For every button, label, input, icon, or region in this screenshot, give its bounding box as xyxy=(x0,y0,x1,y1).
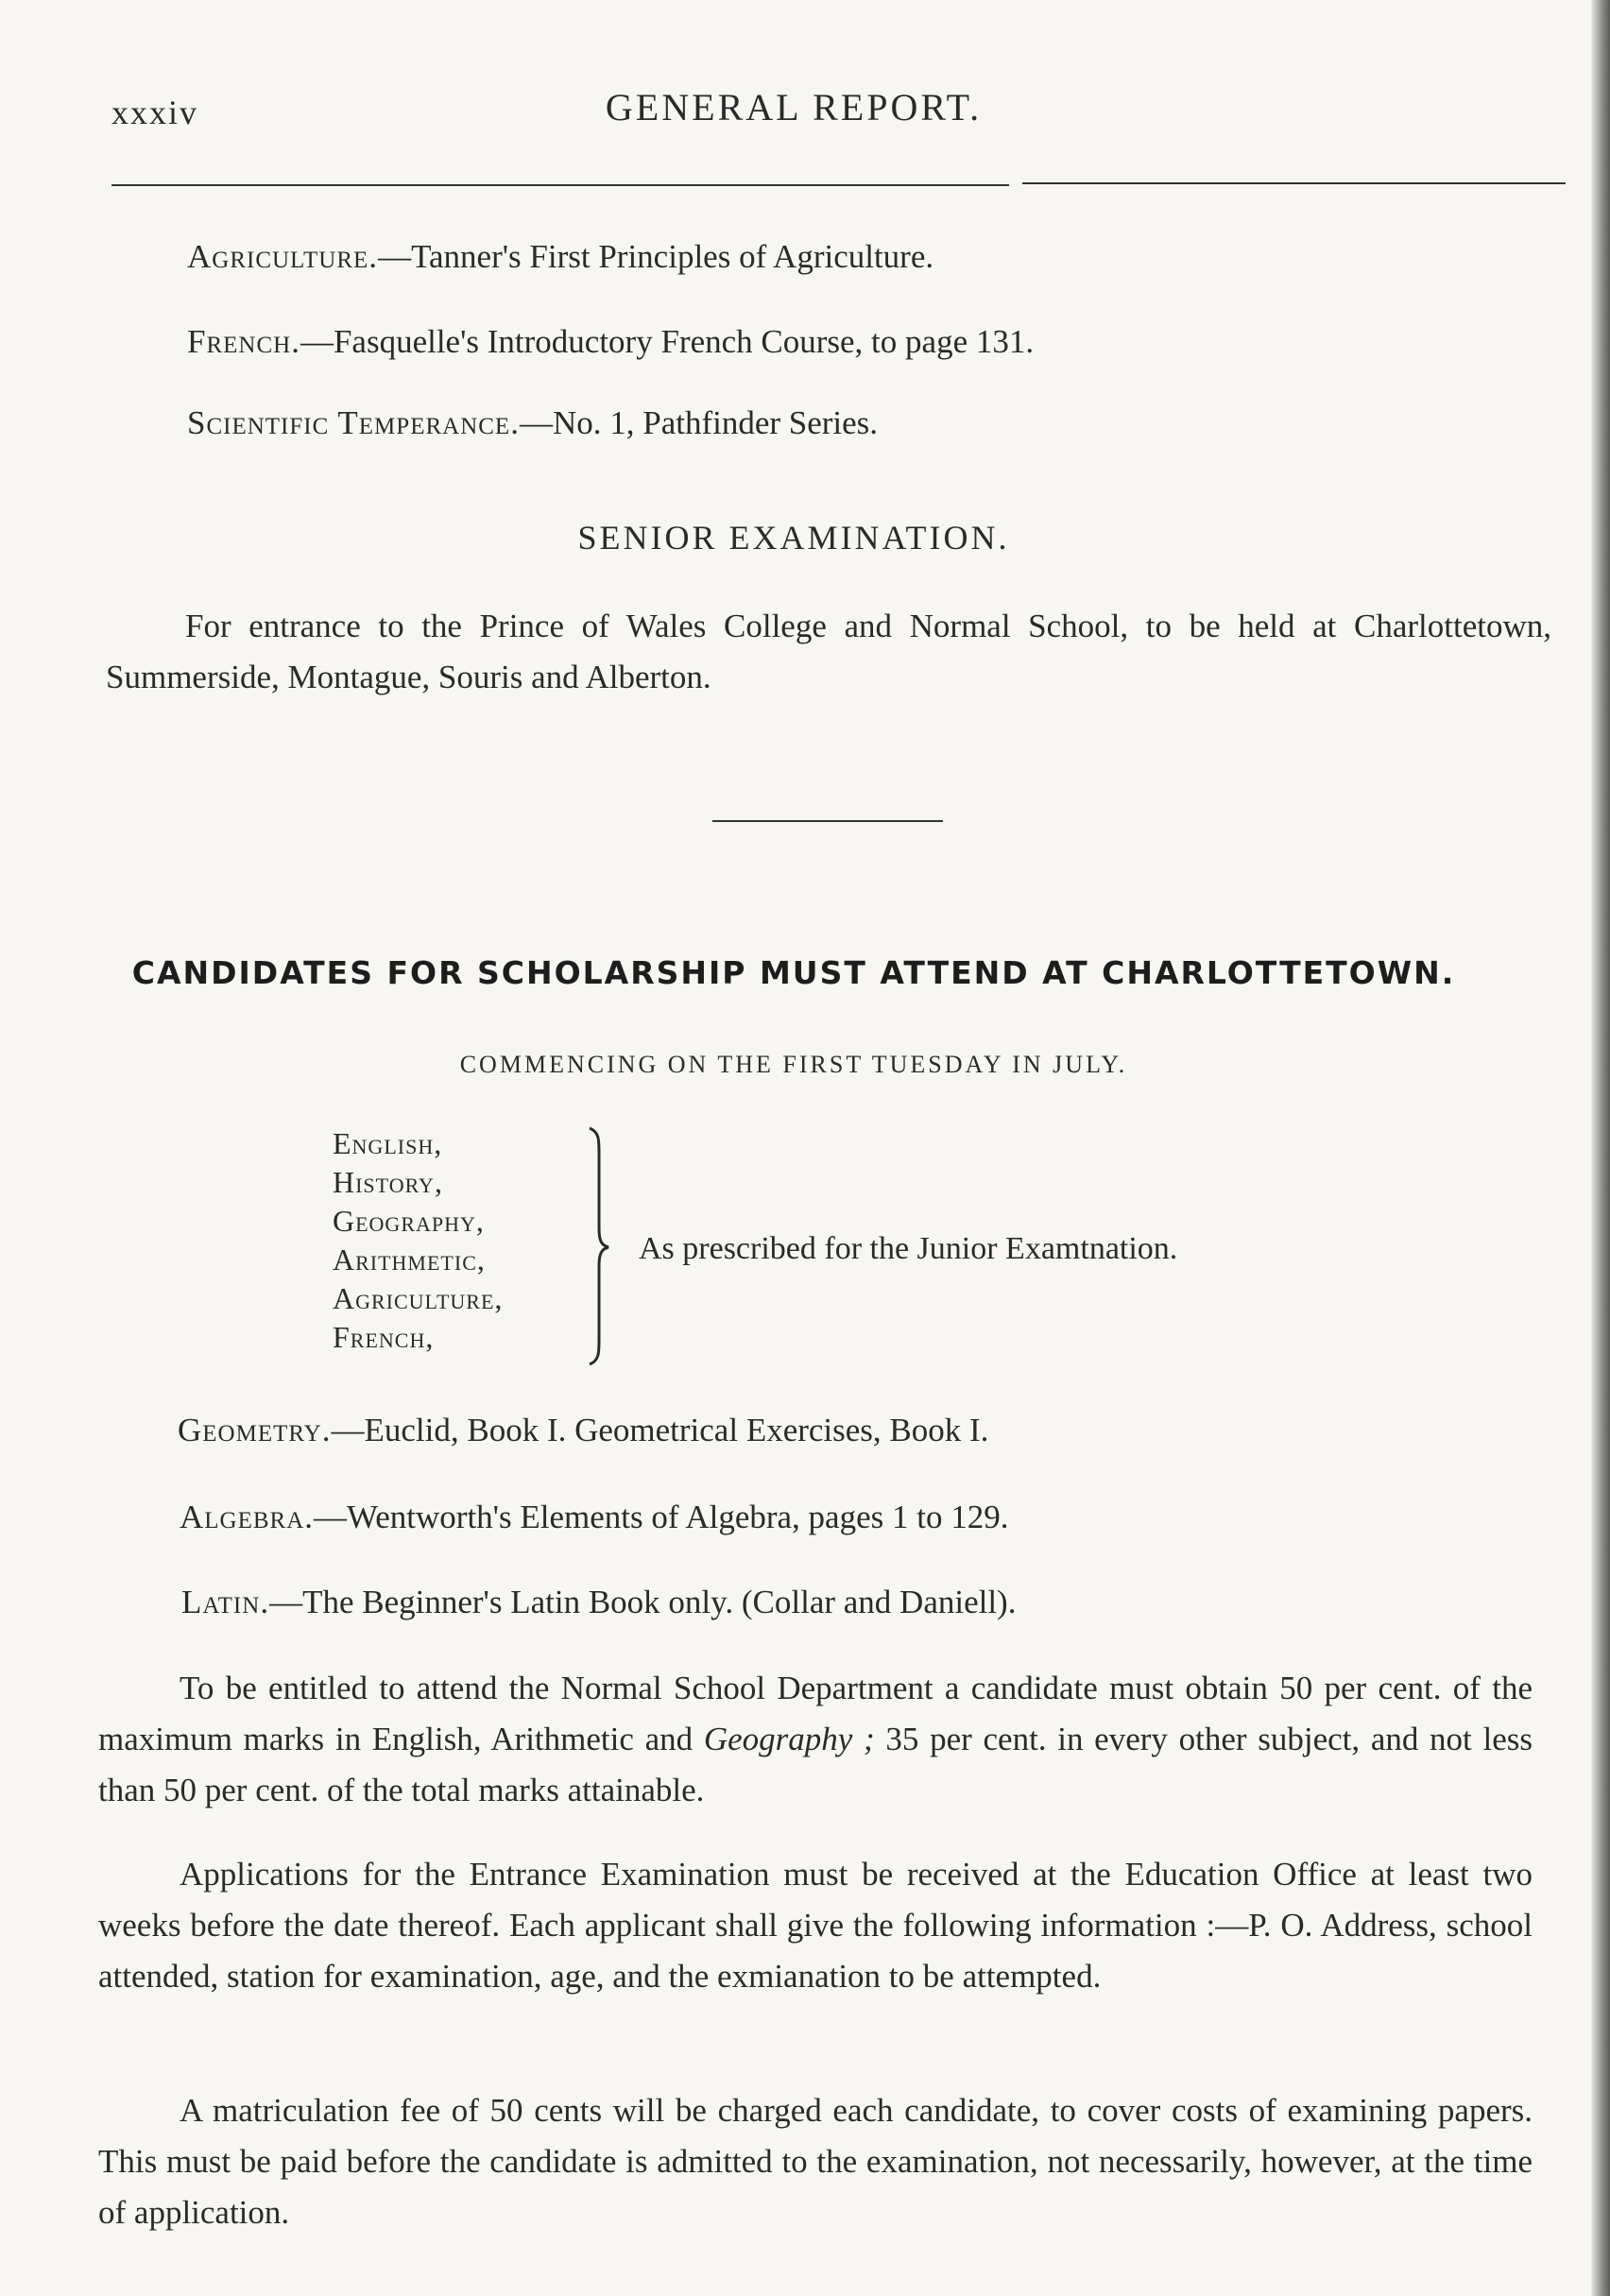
subject-name: Agriculture. xyxy=(187,238,379,275)
subject-entry-french xyxy=(187,323,1034,361)
subject-entry-geometry xyxy=(178,1412,988,1449)
subject-text: —Tanner's First Principles of Agriculture. xyxy=(378,238,934,275)
subject-text: —Fasquelle's Introductory French Course, to page 131. xyxy=(300,323,1035,360)
paragraph-text: 35 per cent. in every other subject, and not less than 50 per cent. of the total marks attainable. xyxy=(98,1721,1533,1808)
subject-name: Scientific Temperance. xyxy=(187,404,520,441)
subject-entry-algebra xyxy=(180,1499,1008,1536)
running-title: GENERAL REPORT. xyxy=(605,86,983,129)
subject-entry-latin xyxy=(181,1584,1016,1621)
matriculation-fee-paragraph: A matriculation fee of 50 cents will be charged each candidate, to cover costs of examining papers. This must be paid before the candidate is admitted to the examination, not necessarily, however, at the time of application. xyxy=(98,2092,1533,2231)
scan-page-edge xyxy=(1591,0,1610,2296)
scholarship-heading: CANDIDATES FOR SCHOLARSHIP MUST ATTEND AT CHARLOTTETOWN. xyxy=(131,954,1456,991)
senior-paragraph: For entrance to the Prince of Wales College and Normal School, to be held at Charlottetown, Summerside, Montague, Souris and Alberton. xyxy=(106,608,1551,695)
subject-text: —Euclid, Book I. Geometrical Exercises, Book I. xyxy=(331,1412,989,1448)
grouped-subject: Agriculture, xyxy=(333,1281,504,1315)
grouped-subject: Arithmetic, xyxy=(333,1242,486,1277)
subject-name: French. xyxy=(187,323,300,360)
scholarship-subheading: COMMENCING ON THE FIRST TUESDAY IN JULY. xyxy=(459,1051,1128,1078)
subject-name: Geometry. xyxy=(178,1412,332,1448)
header-rule-left xyxy=(111,184,1009,186)
subject-text: —Wentworth's Elements of Algebra, pages 1 to 129. xyxy=(314,1499,1009,1535)
grouped-subject: History, xyxy=(333,1165,443,1199)
applications-paragraph: Applications for the Entrance Examination must be received at the Education Office at least two weeks before the date thereof. Each applicant shall give the following information :—P. O. Address, school attended, station for examination, age, and the exmianation to be attempted. xyxy=(98,1856,1533,1995)
paragraph-text: To be entitled to attend the Normal School Department a candidate must obtain 50 per cent. of the maximum marks in English, Arithmetic and xyxy=(98,1670,1533,1757)
subject-entry-agriculture xyxy=(187,238,933,276)
grouped-subject: French, xyxy=(333,1320,435,1354)
grouped-subject-list xyxy=(333,1124,503,1357)
subject-name: Latin. xyxy=(181,1584,270,1620)
section-divider xyxy=(712,820,943,822)
header-rule-right xyxy=(1022,182,1566,184)
grouped-subject: English, xyxy=(333,1126,443,1160)
subject-name: Algebra. xyxy=(180,1499,315,1535)
subject-text: —The Beginner's Latin Book only. (Collar and Daniell). xyxy=(269,1584,1017,1620)
subject-entry-temperance xyxy=(187,404,878,442)
page-number: xxxiv xyxy=(111,94,199,131)
grouped-subject: Geography, xyxy=(333,1204,485,1238)
subject-text: —No. 1, Pathfinder Series. xyxy=(519,404,879,441)
section-title-senior: SENIOR EXAMINATION. xyxy=(577,519,1010,557)
normal-school-paragraph xyxy=(98,1663,1533,1816)
brace-symbol xyxy=(586,1126,614,1366)
paragraph-italic-text: Geography ; xyxy=(703,1721,875,1757)
grouped-subjects-note: As prescribed for the Junior Examtnation. xyxy=(639,1231,1178,1266)
